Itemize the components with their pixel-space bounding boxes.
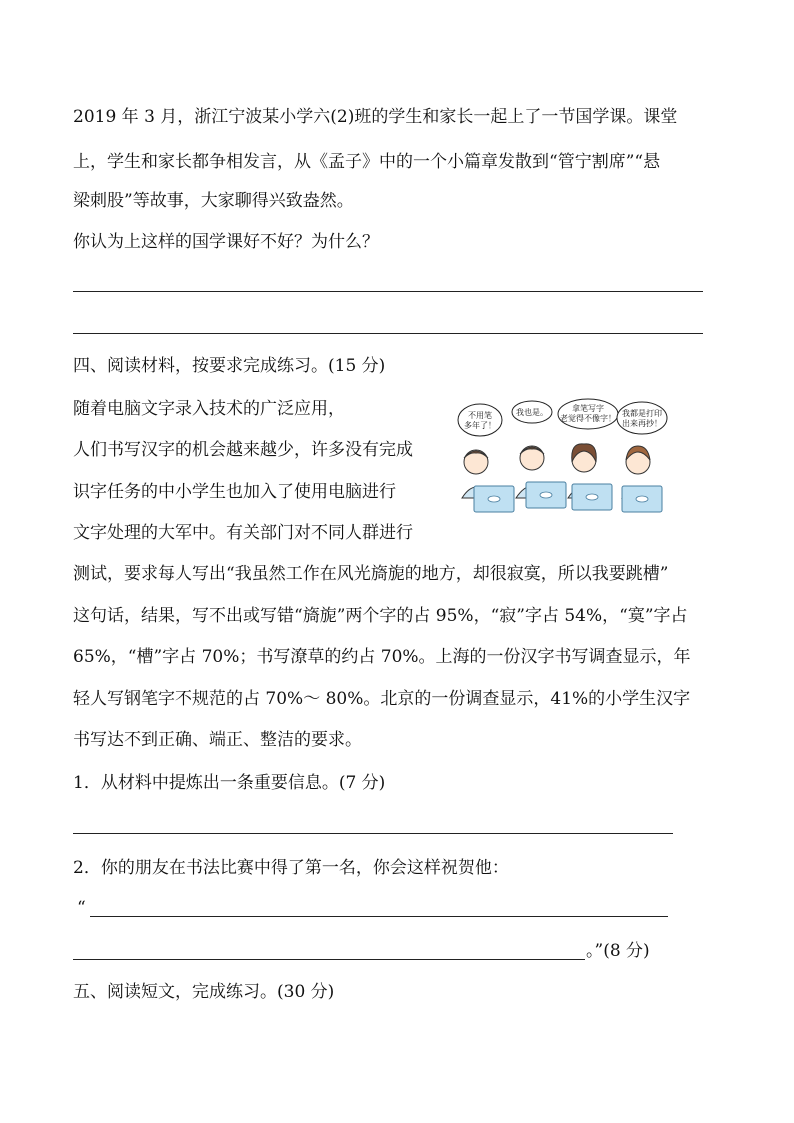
passage-line-2: 上，学生和家长都争相发言，从《孟子》中的一个小篇章发散到“管宁割席”“悬 (73, 152, 661, 172)
section4-heading: 四、阅读材料，按要求完成练习。(15 分) (73, 356, 386, 376)
bubble-3-line-1: 拿笔写字 (572, 404, 604, 413)
question-1: 1．从材料中提炼出一条重要信息。(7 分) (73, 773, 386, 793)
answer-line-q2-1[interactable] (90, 916, 668, 917)
section5-heading: 五、阅读短文，完成练习。(30 分) (73, 982, 335, 1002)
material-line-1: 随着电脑文字录入技术的广泛应用， (73, 399, 345, 419)
passage-line-3: 梁刺股”等故事，大家聊得兴致盎然。 (73, 191, 354, 211)
answer-line-q1[interactable] (73, 833, 673, 834)
quote-open: “ (77, 898, 86, 918)
people-at-laptops-illustration (456, 398, 668, 522)
answer-line-q2-2[interactable] (73, 959, 585, 960)
material-line-5: 测试，要求每人写出“我虽然工作在风光旖旎的地方，却很寂寞，所以我要跳槽” (73, 564, 669, 584)
passage-line-1: 2019 年 3 月，浙江宁波某小学六(2)班的学生和家长一起上了一节国学课。课堂 (73, 107, 678, 127)
material-line-7: 65%，“槽”字占 70%；书写潦草的约占 70%。上海的一份汉字书写调查显示，年 (73, 647, 691, 667)
material-line-8: 轻人写钢笔字不规范的占 70%～ 80%。北京的一份调查显示，41%的小学生汉字 (73, 689, 691, 709)
bubble-4-line-2: 出来再抄！ (622, 419, 662, 428)
material-line-4: 文字处理的大军中。有关部门对不同人群进行 (73, 523, 413, 543)
material-line-6: 这句话，结果，写不出或写错“旖旎”两个字的占 95%，“寂”字占 54%，“寞”字占 (73, 606, 688, 626)
bubble-1-line-2: 多年了！ (464, 421, 496, 430)
bubble-3-line-2: 老觉得不像字！ (560, 414, 616, 423)
material-line-2: 人们书写汉字的机会越来越少，许多没有完成 (73, 440, 413, 460)
speech-bubble-4 (617, 402, 667, 434)
bubble-1-line-1: 不用笔 (468, 411, 492, 420)
material-line-9: 书写达不到正确、端正、整洁的要求。 (73, 730, 362, 750)
question-2: 2．你的朋友在书法比赛中得了第一名，你会这样祝贺他： (73, 858, 509, 878)
answer-line-2[interactable] (73, 333, 703, 334)
passage-question: 你认为上这样的国学课好不好？为什么？ (73, 232, 379, 252)
speech-bubble-1 (458, 404, 502, 436)
bubble-4-line-1: 我都是打印 (622, 409, 662, 418)
bubble-2-text: 我也是。 (516, 408, 548, 417)
material-line-3: 识字任务的中小学生也加入了使用电脑进行 (73, 482, 396, 502)
answer-line-1[interactable] (73, 291, 703, 292)
quote-close-score: 。”(8 分) (586, 941, 650, 961)
